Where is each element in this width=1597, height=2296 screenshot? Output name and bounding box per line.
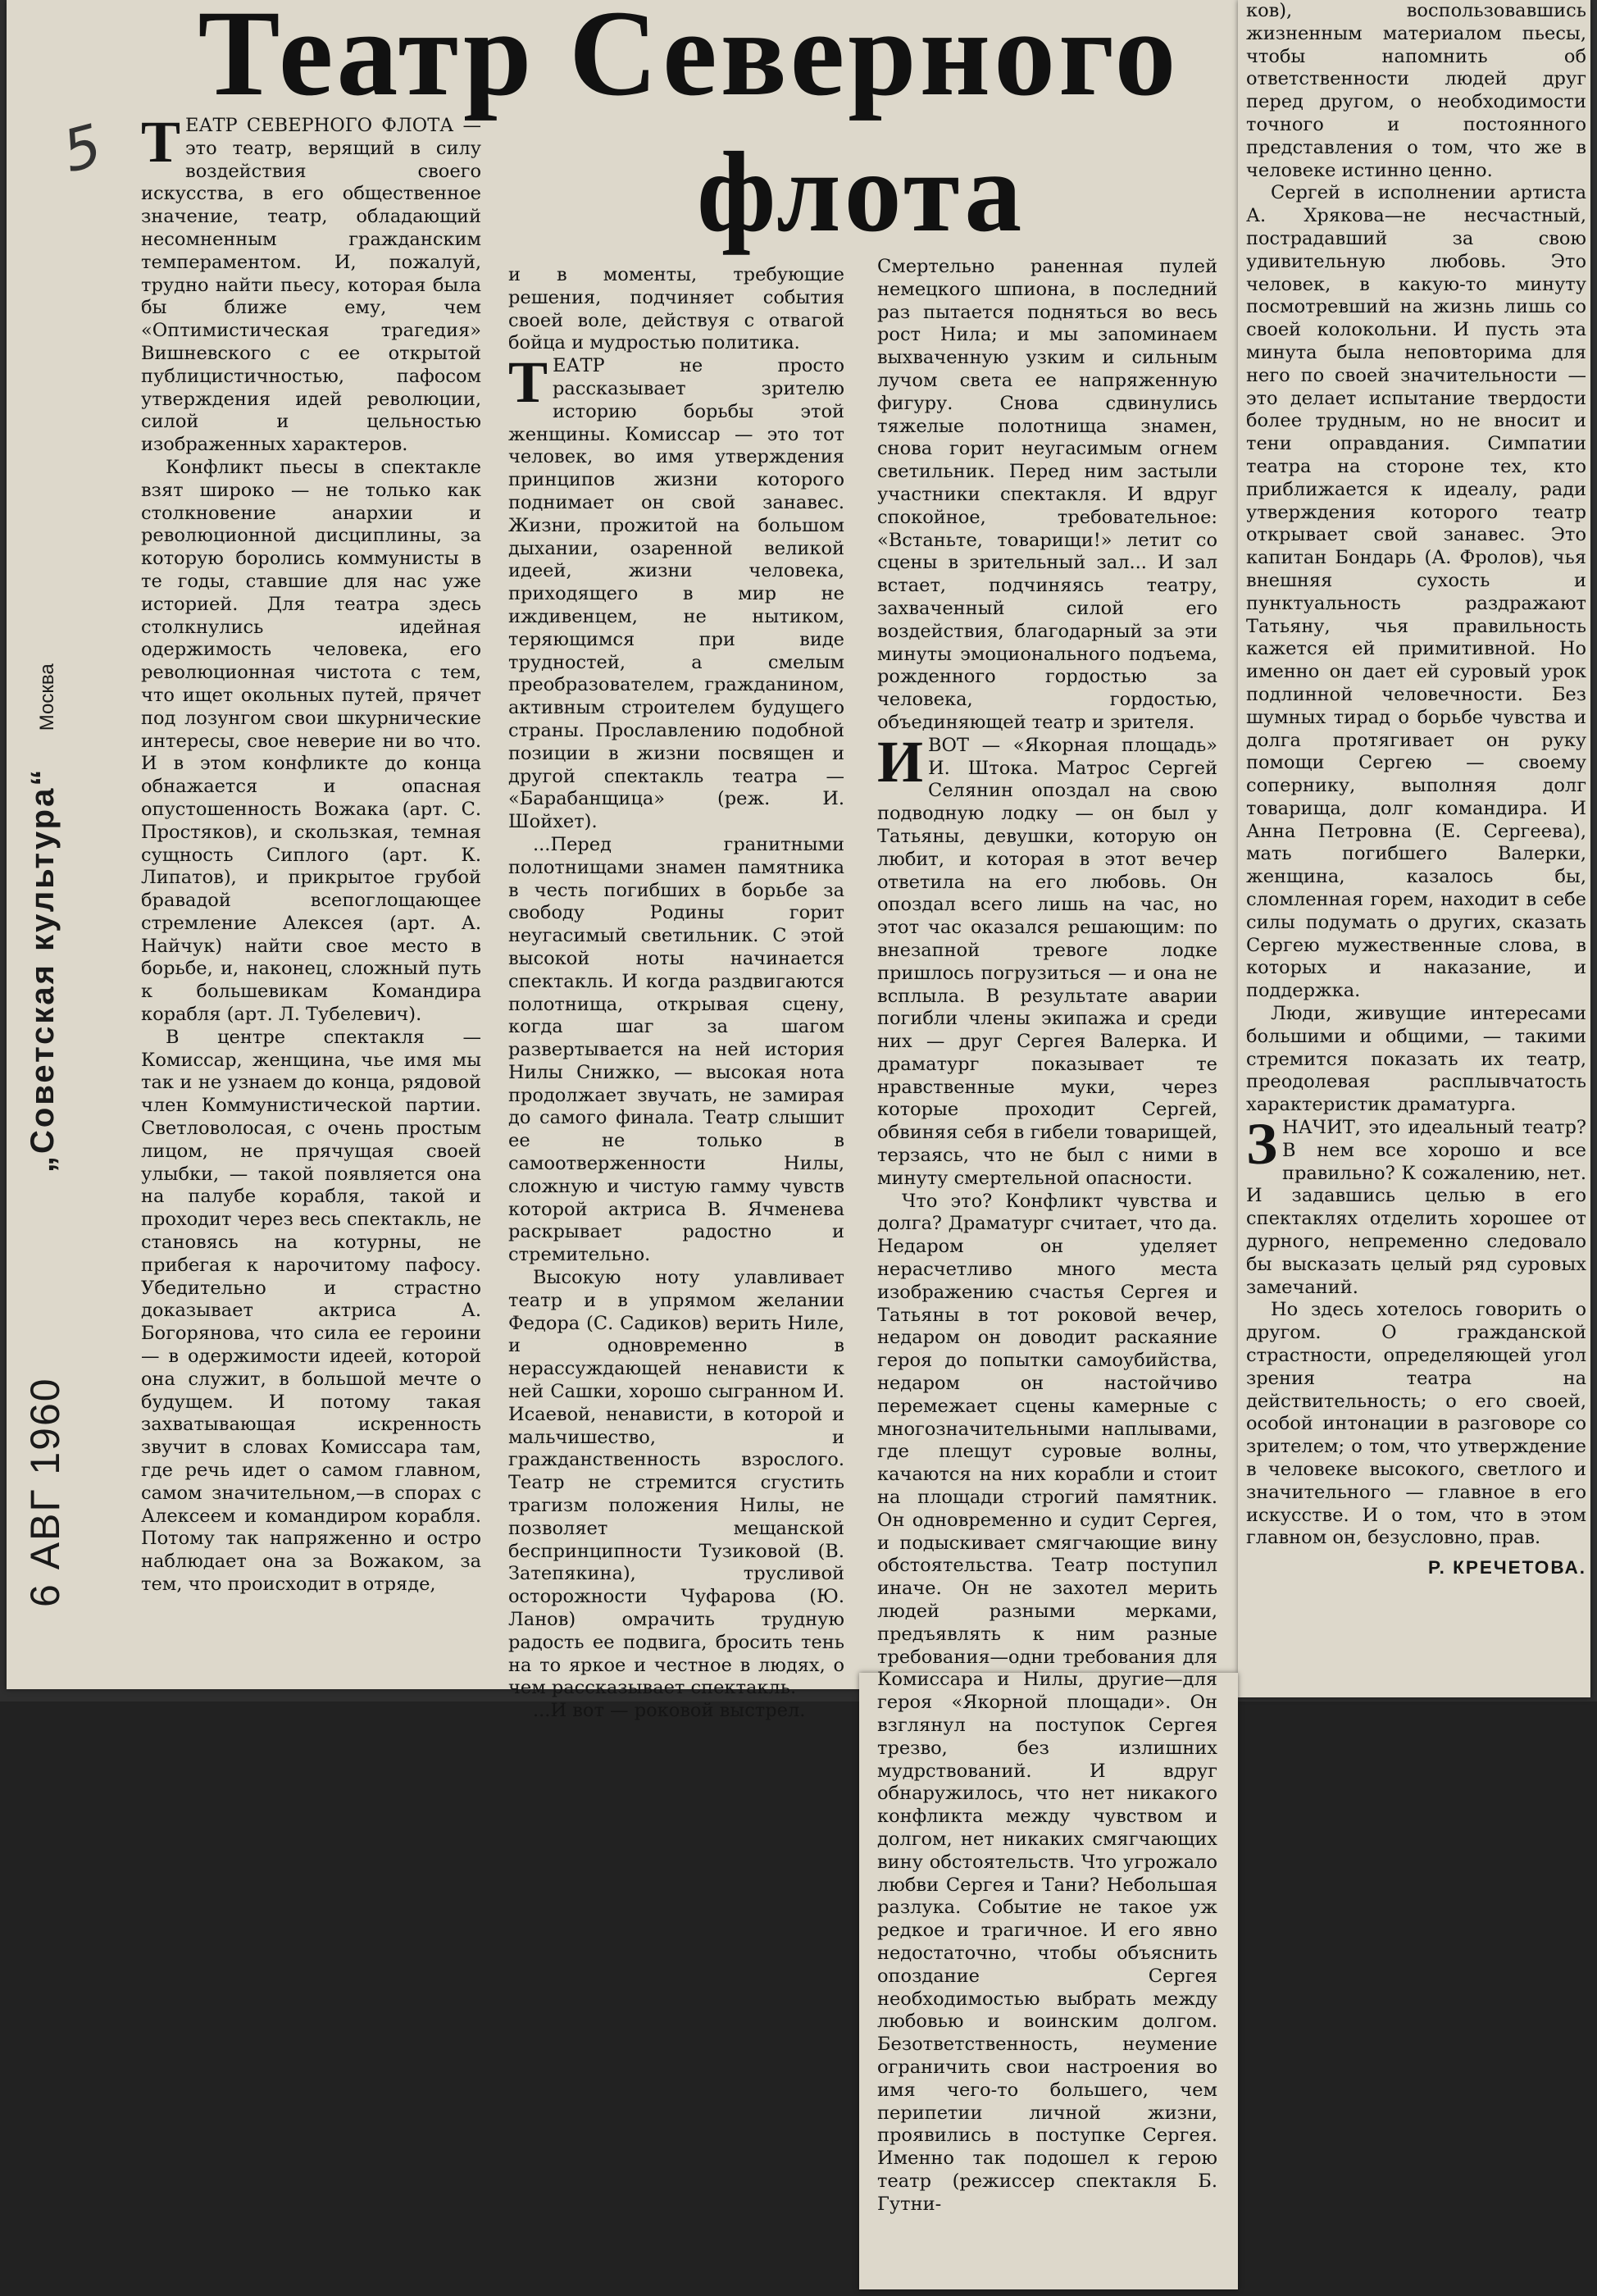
paragraph-text: Что это? Конфликт чувства и долга? Драматург считает, что да. Недаром он уделяет нерасчетливо много места изображению счастья Сергея и Татьяны в тот роковой вечер, недаром он доводит раскаяние героя до попытки самоубийства, недаром он настойчиво перемежает сцены камерные с многозначительными наплывами, где плещут суровые волны, качаются на них корабли и стоит на площади строгий памятник. Он одновременно и судит Сергея, и подыскивает смягчающие вину обстоятельства. Театр поступил иначе. Он не захотел мерить людей разными мерками, предъявлять к ним разные требования—одни требования для Комиссара и Нилы, другие—для героя «Якорной площади». Он взглянул на поступок Сергея трезво, без излишних мудрствований. И вдруг обнаружилось, что нет никакого конфликта между чувством и долгом, нет никаких смягчающих вину обстоятельств. Что угрожало любви Сергея и Тани? Небольшая разлука. Событие не такое уж редкое и трагичное. И его явно недостаточно, чтобы объяснить опоздание Сергея необходимостью выбрать между любовью и воинским долгом. Безответственность, неумение ограничить свои настроения во имя чего-то большего, чем перипетии личной жизни, проявились в поступке Сергея. Именно так подошел к герою театр (режиссер спектакля Б. Гутни- <box>877 1190 1217 2215</box>
paragraph-text: Сергей в исполнении артиста А. Хрякова—не несчастный, пострадавший за свою удивительную любовь. Это человек, в какую-то минуту посмотревший на жизнь лишь со своей колокольни. И пусть эта минута была неповторима для него по своей значительности — это делает испытание твердости более трудным, но не вносит и тени оправдания. Симпатии театра на стороне тех, кто приближается к идеалу, ради утверждения которого театр открывает свой занавес. Это капитан Бондарь (А. Фролов), чья внешняя сухость и пунктуальность раздражают Татьяну, чья правильность кажется ей примитивной. Но именно он дает ей суровый урок подлинной человечности. Без шумных тирад о борьбе чувства и долга протягивает он руку помощи Сергею — своему сопернику, выполняя долг товарища, долг командира. И Анна Петровна (Е. Сергеева), мать погибшего Валерки, женщина, казалось бы, сломленная горем, находит в себе силы подумать о других, сказать Сергею мужественные слова, в которых и наказание, и поддержка. <box>1246 182 1586 1002</box>
paragraph <box>1246 1003 1586 1117</box>
paragraph <box>508 264 844 355</box>
page-number: 5 <box>56 111 109 186</box>
paragraph-text: ЕАТР не просто рассказывает зрителю историю борьбы этой женщины. Комиссар — это тот человек, во имя утверждения принципов жизни которого поднимает он свой занавес. Жизни, прожитой на большом дыхании, озаренной великой идеей, жизни человека, приходящего в мир не иждивенцем, не нытиком, теряющимся при виде трудностей, а смелым преобразователем, гражданином, активным строителем будущего страны. Прославлению подобной позиции в жизни посвящен и другой спектакль театра — «Барабанщица» (реж. И. Шойхет). <box>508 355 844 833</box>
paragraph <box>877 256 1217 735</box>
paragraph <box>508 1700 844 1723</box>
paragraph-text: НАЧИТ, это идеальный театр? В нем все хорошо и все правильно? К сожалению, нет. И задавшись целью в его спектаклях отделить хорошее от дурного, непременно следовало бы высказать целый ряд суровых замечаний. <box>1246 1117 1586 1298</box>
paragraph <box>1246 0 1586 182</box>
paragraph <box>141 1027 481 1597</box>
paragraph <box>508 834 844 1267</box>
paragraph-text: ЕАТР СЕВЕРНОГО ФЛОТА — это театр, верящий в силу воздействия своего искусства, в его общественное значение, театр, обладающий несомненным гражданским темпераментом. И, пожалуй, трудно найти пьесу, которая была бы ближе ему, чем «Оптимистическая трагедия» Вишневского с ее открытой публицистичностью, пафосом утверждения идей революции, силой и цельностью изображенных характеров. <box>141 115 481 456</box>
paragraph <box>141 457 481 1027</box>
paragraph <box>141 109 481 457</box>
paragraph-text: и в моменты, требующие решения, подчиняет события своей воле, действуя с отвагой бойца и мудростью политика. <box>508 264 844 354</box>
drop-cap: Т <box>508 349 548 416</box>
paragraph-text: Высокую ноту улавливает театр и в упрямом желании Федора (С. Садиков) верить Ниле, и одновременно в нерассуждающей ненависти к ней Сашки, хорошо сыгранном И. Исаевой, ненависти, в которой и мальчишество, и гражданственность взрослого. Театр не стремится сгустить трагизм положения Нилы, не позволяет мещанской беспринципности Тузиковой (В. Затепякина), трусливой осторожности Чуфарова (Ю. Ланов) омрачить трудную радость ее подвига, бросить тень на то яркое и честное в людях, о чем рассказывает спектакль. <box>508 1267 844 1699</box>
paragraph <box>1246 1299 1586 1550</box>
newspaper-name: „Советская культура“ <box>25 767 61 1173</box>
paragraph <box>1246 182 1586 1003</box>
article-column-3 <box>877 256 1217 2281</box>
paragraph <box>1246 1111 1586 1299</box>
article-title-line-1: Театр Северного <box>198 0 1180 121</box>
background-bottom <box>0 1702 1597 2296</box>
paragraph-text: Люди, живущие интересами большими и общими, — такими стремится показать их театр, преодолевая расплывчатость характеристик драматурга. <box>1246 1003 1586 1116</box>
paragraph-text: ...Перед гранитными полотнищами знамен памятника в честь погибших в борьбе за свободу Родины горит неугасимый светильник. С этой высокой ноты начинается спектакль. И когда раздвигаются полотнища, открывая сцену, когда шаг за шагом развертывается на ней история Нилы Снижко, — высокая нота продолжает звучать, не замирая до самого финала. Театр слышит ее не только в самоотверженности Нилы, сложную и чистую гамму чувств которой актриса В. Ячменева раскрывает радостно и стремительно. <box>508 833 844 1266</box>
paragraph-text: Конфликт пьесы в спектакле взят широко — не только как столкновение анархии и революционной дисциплины, за которую боролись коммунисты в те годы, ставшие для нас уже историей. Для театра здесь столкнулись идейная одержимость человека, его революционная чистота с тем, что ищет окольных путей, прячет под лозунгом свои шкурнические интересы, свое неверие ни во что. И в этом конфликте до конца обнажается и опасная опустошенность Вожака (арт. С. Простяков), и скользкая, темная сущность Сиплого (арт. К. Липатов), и прикрытое грубой бравадой всепоглощающее стремление Алексея (арт. А. Найчук) найти свое место в борьбе, и, наконец, сложный путь к большевикам Командира корабля (арт. Л. Тубелевич). <box>141 456 481 1026</box>
paragraph-text: Но здесь хотелось говорить о другом. О гражданской страстности, определяющей угол зрения театра на действительность; о его своей, особой интонации в разговоре со зрителем; о том, что утверждение в человеке высокого, светлого и значительного — главное в его искусстве. И о том, что в этом главном он, безусловно, прав. <box>1246 1299 1586 1549</box>
city-name: Москва <box>36 663 58 731</box>
article-title-line-2: флота <box>696 129 1026 256</box>
paragraph <box>508 349 844 834</box>
paragraph <box>877 1191 1217 2216</box>
date-stamp: 6 АВГ 1960 <box>22 1377 68 1607</box>
article-column-4 <box>1246 0 1586 1689</box>
drop-cap: И <box>877 728 924 795</box>
paragraph <box>508 1267 844 1700</box>
newspaper-source-note <box>25 418 82 1173</box>
drop-cap: З <box>1246 1111 1278 1178</box>
paragraph-text: В центре спектакля — Комиссар, женщина, чье имя мы так и не узнаем до конца, рядовой член Коммунистической партии. Светловолосая, с очень простым лицом, не прячущая своей улыбки, — такой появляется она на палубе корабля, такой и проходит через весь спектакль, не становясь на котурны, не прибегая к нарочитому пафосу. Убедительно и страстно доказывает актриса А. Богорянова, что сила ее героини — в одержимости идеей, которой она служит, в большой мечте о будущем. И потому такая захватывающая искренность звучит в словах Комиссара там, где речь идет о самом главном, самом значительном,—в спорах с Алексеем и командиром корабля. Потому так напряженно и остро наблюдает она за Вожаком, за тем, что происходит в отряде, <box>141 1026 482 1595</box>
paragraph-text: ков), воспользовавшись жизненным материалом пьесы, чтобы напомнить об ответственности людей друг перед другом, о необходимости точного и постоянного представления о том, что же в человеке истинно ценно. <box>1246 0 1586 181</box>
paragraph-text: ...И вот — роковой выстрел. <box>533 1700 806 1722</box>
author-signature: Р. КРЕЧЕТОВА. <box>1427 1557 1586 1578</box>
article-column-1 <box>141 109 482 1693</box>
paragraph <box>877 728 1217 1191</box>
article-column-2 <box>508 264 844 1722</box>
paragraph-text: ВОТ — «Якорная площадь» И. Штока. Матрос Сергей Селянин опоздал на свою подводную лодку — он был у Татьяны, девушки, которую он любит, и которая в этот вечер ответила на его любовь. Он опоздал всего лишь на час, но этот час оказался решающим: по внезапной тревоге лодке пришлось погрузиться — и она не всплыла. В результате аварии погибли члены экипажа и среди них — друг Сергея Валерка. И драматург показывает те нравственные муки, через которые проходит Сергей, обвиняя себя в гибели товарищей, терзаясь, что не был с ними в минуту смертельной опасности. <box>877 734 1217 1189</box>
paragraph-text: Смертельно раненная пулей немецкого шпиона, в последний раз пытается подняться во весь рост Нила; и мы запоминаем выхваченную узким и сильным лучом света ее напряженную фигуру. Снова сдвинулись тяжелые полотнища знамен, снова горит неугасимым огнем светильник. Перед ним застыли участники спектакля. И вдруг спокойное, требовательное: «Встаньте, товарищи!» летит со сцены в зрительный зал... И зал встает, подчиняясь театру, захваченный силой его воздействия, благодарный за эти минуты эмоционального подъема, рожденного гордостью за человека, гордостью, объединяющей театр и зрителя. <box>877 256 1217 733</box>
drop-cap: Т <box>141 109 181 175</box>
